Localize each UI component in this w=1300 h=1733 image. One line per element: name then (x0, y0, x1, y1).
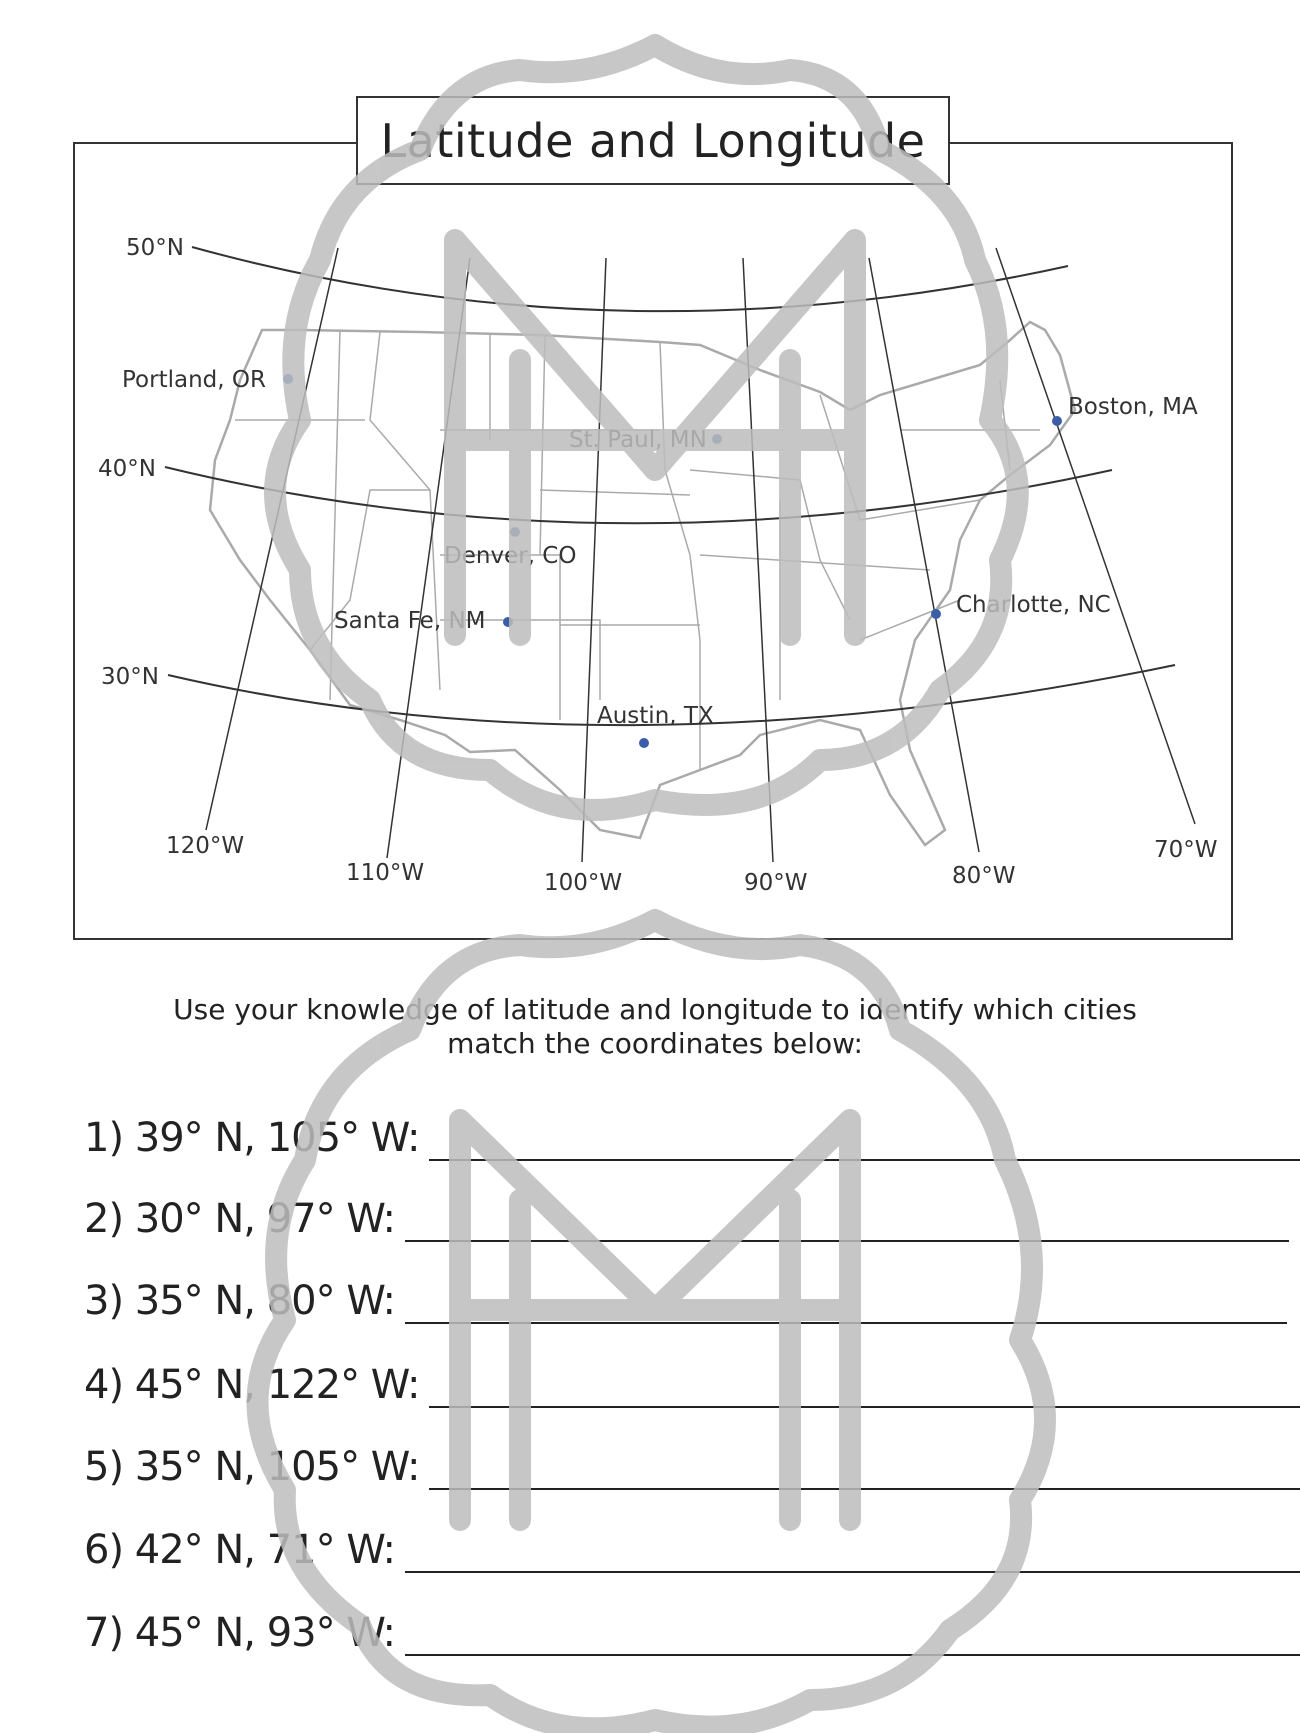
city-label-portland: Portland, OR (122, 367, 266, 393)
instructions-line-2: match the coordinates below: (447, 1027, 863, 1060)
city-label-santa-fe: Santa Fe, NM (334, 608, 486, 634)
instructions-line-1: Use your knowledge of latitude and longitude to identify which cities (173, 993, 1137, 1026)
city-label-charlotte: Charlotte, NC (956, 592, 1111, 618)
question-2 (84, 1196, 1289, 1242)
question-6-label: 6) 42° N, 71° W: (84, 1527, 396, 1573)
title-text: Latitude and Longitude (380, 113, 926, 168)
city-label-boston: Boston, MA (1068, 394, 1198, 420)
question-1-answer-line[interactable] (429, 1121, 1300, 1161)
longitude-label-90w: 90°W (744, 870, 808, 896)
city-dot-boston (1052, 416, 1062, 426)
question-5-label: 5) 35° N, 105° W: (84, 1444, 420, 1490)
question-3-answer-line[interactable] (405, 1284, 1287, 1324)
city-dot-austin (639, 738, 649, 748)
question-7-label: 7) 45° N, 93° W: (84, 1610, 396, 1656)
longitude-line-80w (869, 258, 979, 852)
question-4 (84, 1362, 1300, 1408)
question-3 (84, 1278, 1287, 1324)
us-outline (210, 322, 1075, 845)
city-dot-st-paul (712, 434, 722, 444)
city-dot-charlotte (931, 609, 941, 619)
city-label-denver: Denver, CO (444, 543, 577, 569)
longitude-line-100w (582, 258, 606, 862)
city-label-st-paul: St. Paul, MN (569, 427, 707, 453)
question-2-label: 2) 30° N, 97° W: (84, 1196, 396, 1242)
city-dot-denver (510, 527, 520, 537)
city-dot-portland (283, 374, 293, 384)
longitude-line-120w (206, 248, 338, 830)
question-4-answer-line[interactable] (429, 1368, 1300, 1408)
question-7 (84, 1610, 1300, 1656)
question-6-answer-line[interactable] (405, 1533, 1300, 1573)
instructions (130, 993, 1180, 1061)
latitude-label-30n: 30°N (101, 664, 159, 690)
longitude-label-100w: 100°W (544, 870, 623, 896)
longitude-line-70w (996, 248, 1195, 824)
latitude-line-40n (165, 467, 1112, 523)
question-5-answer-line[interactable] (429, 1450, 1300, 1490)
longitude-label-80w: 80°W (952, 863, 1016, 889)
worksheet-title (356, 96, 950, 185)
question-2-answer-line[interactable] (405, 1202, 1289, 1242)
question-4-label: 4) 45° N, 122° W: (84, 1362, 420, 1408)
city-dot-santa-fe (503, 617, 513, 627)
longitude-label-110w: 110°W (346, 860, 425, 886)
latitude-label-40n: 40°N (98, 456, 156, 482)
latitude-line-50n (192, 247, 1068, 311)
longitude-label-120w: 120°W (166, 833, 245, 859)
city-label-austin: Austin, TX (597, 703, 714, 729)
question-5 (84, 1444, 1300, 1490)
question-1-label: 1) 39° N, 105° W: (84, 1115, 420, 1161)
question-1 (84, 1115, 1300, 1161)
question-7-answer-line[interactable] (405, 1616, 1300, 1656)
latitude-label-50n: 50°N (126, 235, 184, 261)
question-3-label: 3) 35° N, 80° W: (84, 1278, 396, 1324)
question-6 (84, 1527, 1300, 1573)
longitude-label-70w: 70°W (1154, 837, 1218, 863)
